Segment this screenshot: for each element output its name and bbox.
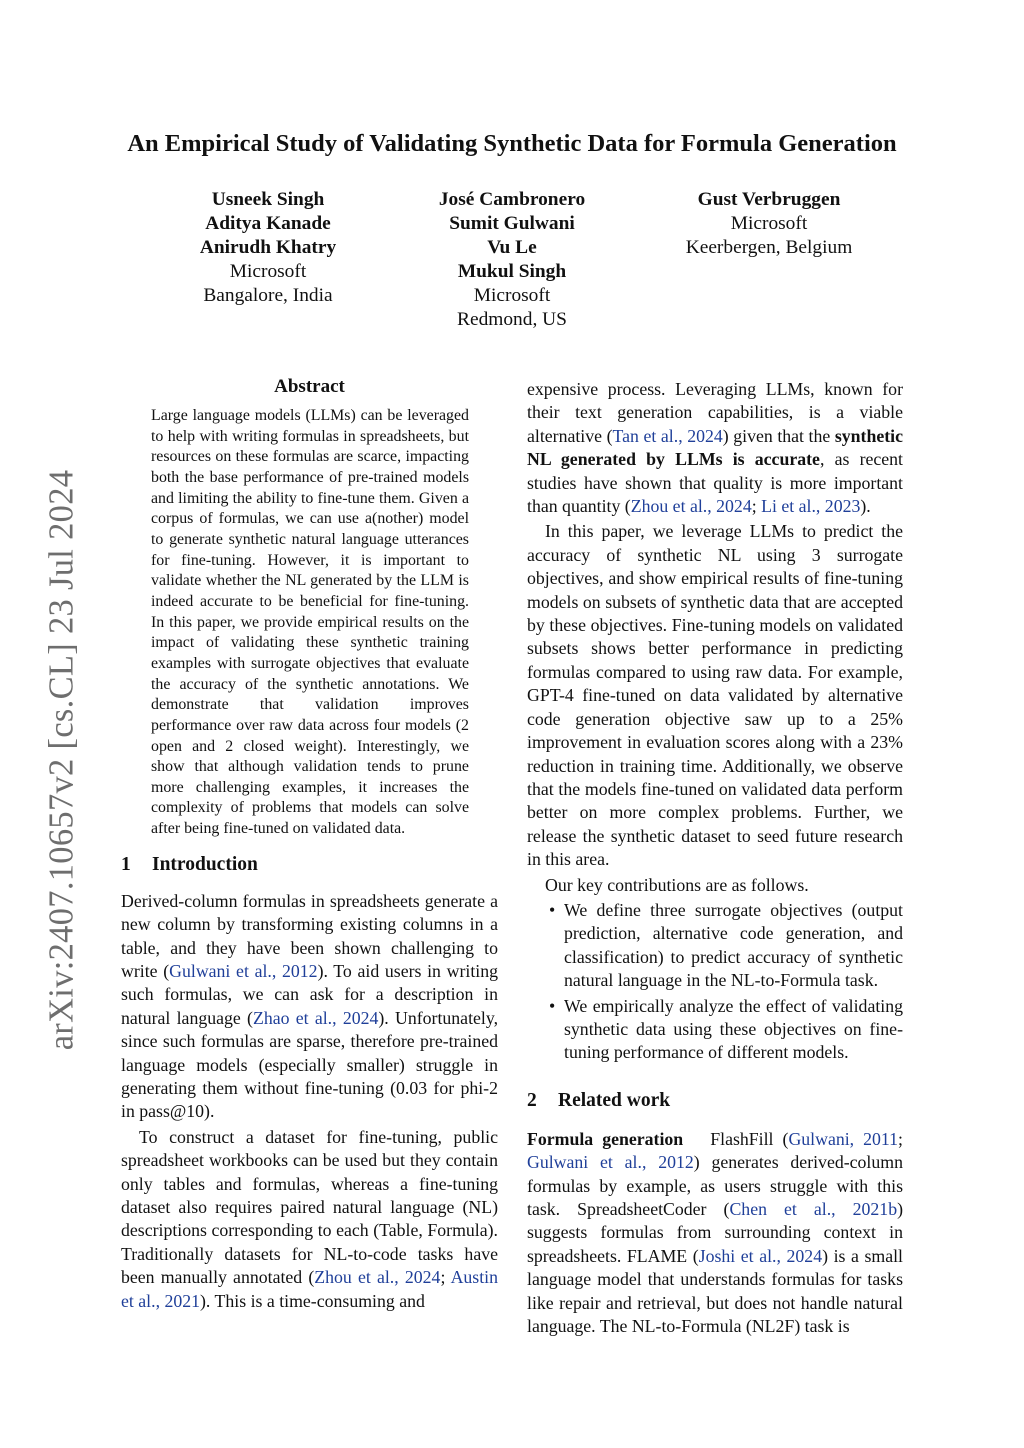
author-affiliation: Microsoft [473,285,551,306]
citation-link[interactable]: Austin et al., 2021 [121,1267,498,1311]
left-column [121,376,498,1313]
contribution-bullet: • We empirically analyze the effect of validating synthetic data using these objectives on fine-tuning performance of different models. [549,995,903,1063]
author-group-2 [392,188,632,332]
section-heading-introduction [121,854,498,876]
author-location: Redmond, US [457,309,567,330]
bullet-icon: • [549,995,556,1016]
citation-link[interactable]: Li et al., 2023 [761,496,861,517]
flame-name: FLAME [626,1245,688,1266]
author-affiliation: Microsoft [229,261,307,282]
author-name: Vu Le [487,237,537,258]
citation-link[interactable]: Gulwani et al., 2012 [169,961,318,981]
author-location: Keerbergen, Belgium [685,237,853,258]
citation-link[interactable]: Zhou et al., 2024 [314,1267,441,1288]
author-name: Sumit Gulwani [449,213,575,234]
intro-paragraph-2: To construct a dataset for fine-tuning, public spreadsheet workbooks can be used but they contain only tables and formulas, whereas a fine-tuning dataset also requires paired natural language (NL) descriptions corresponding to each (Table, Formula). Traditionally datasets for NL-to-code tasks have been manually annotated (Zhou et al., 2024; Austin et al., 2021). This is a time-consuming and [121,1126,498,1311]
author-name: Gust Verbruggen [697,189,841,210]
intro-paragraph-3: expensive process. Leveraging LLMs, known for their text generation capabilities, is a viable alternative (Tan et al., 2024) given that the synthetic NL generated by LLMs is accurate, as recent studies have shown that quality is more important than quantity (Zhou et al., 2024; Li et al., 2023). [527,379,904,517]
related-paragraph-1: Formula generation FlashFill (Gulwani, 2011; Gulwani et al., 2012) generates derived-column formulas by example, as users struggle with this task. SpreadsheetCoder (Chen et al., 2021b) suggests formulas from surrounding context in spreadsheets. FLAME (Joshi et al., 2024) is a small language model that understands formulas for tasks like repair and retrieval, but does not handle natural language. The NL-to-Formula (NL2F) task is [527,1128,903,1337]
intro-paragraph-4: In this paper, we leverage LLMs to predict the accuracy of synthetic NL using 3 surrogate objectives, and show empirical results of fine-tuning models on subsets of synthetic data that are accepted by these objectives. Fine-tuning models on validated subsets shows better performance in predicting formulas compared to using raw data. For example, GPT-4 fine-tuned on data validated by alternative code generation objective saw up to a 25% improvement in evaluation scores along with a 23% reduction in training time. Additionally, we observe that the models fine-tuned on validated data perform better on more complex problems. Further, we release the synthetic dataset to seed future research in this area. [527,521,903,870]
right-column [527,378,903,1338]
bullet-icon: • [549,899,556,920]
citation-link[interactable]: Gulwani et al., 2012 [527,1152,694,1173]
section-number: 2 [527,1089,537,1111]
abstract-heading: Abstract [274,376,345,397]
section-title: Related work [558,1089,671,1111]
citation-link[interactable]: Joshi et al., 2024 [698,1245,823,1266]
author-group-3 [649,188,889,260]
author-location: Bangalore, India [203,285,333,306]
author-name: Mukul Singh [457,261,567,282]
author-group-1 [148,188,388,308]
contribution-bullet: • We define three surrogate objectives (output prediction, alternative code generation, and classification) to predict accuracy of synthetic natural language in the NL-to-Formula task. [549,899,903,991]
arxiv-stamp: arXiv:2407.10657v2 [cs.CL] 23 Jul 2024 [42,469,81,1051]
author-name: Aditya Kanade [205,213,331,234]
section-number: 1 [121,853,131,875]
citation-link[interactable]: Zhou et al., 2024 [630,496,752,517]
run-in-heading: Formula generation [527,1128,684,1149]
author-affiliation: Microsoft [730,213,808,234]
citation-link[interactable]: Tan et al., 2024 [612,425,723,446]
paper-title: An Empirical Study of Validating Synthetic Data for Formula Generation [127,130,897,157]
citation-link[interactable]: Zhao et al., 2024 [252,1007,379,1028]
intro-paragraph-5: Our key contributions are as follows. [545,874,809,895]
author-name: Anirudh Khatry [199,237,337,258]
intro-paragraph-1: Derived-column formulas in spreadsheets generate a new column by transforming existing columns in a table, and they have been shown challenging to write (Gulwani et al., 2012). To aid users in writing such formulas, we can ask for a description in natural language (Zhao et al., 2024). Unfortunately, since such formulas are sparse, therefore pre-trained language models (especially smaller) struggle in generating them without fine-tuning (0.03 for phi-2 in pass@10). [121,890,499,1122]
citation-link[interactable]: Gulwani, 2011 [788,1128,899,1149]
author-name: José Cambronero [438,189,586,210]
emphasis-text: synthetic NL generated by LLMs is accurate [527,425,904,470]
citation-link[interactable]: Chen et al., 2021b [729,1199,898,1219]
abstract-text: Large language models (LLMs) can be leveraged to help with writing formulas in spreadsheets, but resources on these formulas are scarce, impacting both the base performance of pre-trained models and limiting the ability to fine-tune them. Given a corpus of formulas, we can use a(nother) model to generate synthetic natural language utterances for fine-tuning. However, it is important to validate whether the NL generated by the LLM is indeed accurate to be beneficial for fine-tuning. In this paper, we provide empirical results on the impact of validating these synthetic training examples with surrogate objectives that evaluate the accuracy of the synthetic annotations. We demonstrate that validation improves performance over raw data across four models (2 open and 2 closed weight). Interestingly, we show that although validation tends to prune more challenging examples, it increases the complexity of problems that models can solve after being fine-tuned on validated data. [151,407,469,838]
author-name: Usneek Singh [211,189,325,210]
section-heading-related-work [527,1090,903,1112]
section-title: Introduction [152,853,258,875]
